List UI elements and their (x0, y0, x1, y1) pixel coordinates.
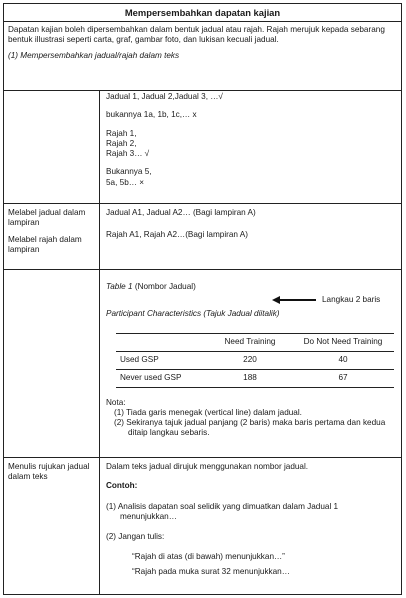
table-header-cell: Need Training (224, 336, 276, 346)
table-label (106, 282, 397, 292)
reference-rule: Dalam teks jadual dirujuk menggunakan nombor jadual. (106, 462, 309, 471)
intro-paragraph: Dapatan kajian boleh dipersembahkan dalam bentuk jadual atau rajah. Rajah merujuk kepada sebarang bentuk illustrasi seperti carta, graf, gambar foto, dan lukisan kecuali jadual. (8, 25, 385, 45)
appendix-figure-example: Rajah A1, Rajah A2…(Bagi lampiran A) (106, 230, 248, 240)
example-item: (1) Analisis dapatan soal selidik yang dimuatkan dalam Jadual 1 menunjukkan… (106, 501, 339, 521)
numbering-line: Jadual 1, Jadual 2,Jadual 3, …√ (106, 92, 223, 101)
table-subtitle: Participant Characteristics (Tajuk Jadual diitalik) (106, 309, 280, 319)
skip-lines-note (272, 295, 380, 305)
table-cell: 67 (338, 372, 348, 382)
section-heading: (1) Mempersembahkan jadual/rajah dalam teks (8, 50, 180, 60)
skip-lines-text: Langkau 2 baris (322, 295, 381, 304)
bad-example-quote: “Rajah pada muka surat 32 menunjukkan… (132, 566, 290, 576)
table-header-row (116, 333, 394, 351)
table-cell: Used GSP (120, 354, 159, 364)
appendix-table-example: Jadual A1, Jadual A2… (Bagi lampiran A) (106, 208, 256, 217)
row-appendix-right (100, 204, 401, 270)
numbering-line: Rajah 1, (106, 128, 137, 138)
row-text-reference-right (100, 458, 401, 595)
table-cell: 220 (243, 354, 257, 364)
table-row (116, 369, 394, 387)
text-reference-label: Menulis rujukan jadual dalam teks (8, 462, 90, 482)
numbering-line: Rajah 3… √ (106, 149, 150, 158)
sample-table (116, 333, 394, 388)
table-cell: Never used GSP (120, 372, 182, 382)
table-cell: 40 (338, 354, 348, 364)
row-text-reference (4, 457, 401, 595)
row-numbering (4, 90, 401, 204)
table-label-rest: (Nombor Jadual) (132, 282, 196, 291)
row-text-reference-left (4, 458, 100, 595)
label-figure-appendix: Melabel rajah dalam lampiran (8, 234, 82, 254)
numbering-line: bukannya 1a, 1b, 1c,… x (106, 110, 197, 120)
numbering-line: Bukannya 5, (106, 167, 152, 177)
row-numbering-right (100, 91, 401, 204)
label-table-appendix: Melabel jadual dalam lampiran (8, 208, 86, 228)
row-appendix-left (4, 204, 100, 270)
note-item: (1) Tiada garis menegak (vertical line) dalam jadual. (114, 407, 302, 417)
row-numbering-left (4, 91, 100, 204)
example-heading: Contoh: (106, 481, 138, 491)
row-appendix-labels (4, 203, 401, 270)
note-item: (2) Sekiranya tajuk jadual panjang (2 baris) maka baris pertama dan kedua ditaip langkau sebaris. (114, 418, 386, 438)
bad-example-quote: “Rajah di atas (di bawah) menunjukkan…” (132, 552, 285, 562)
table-header-cell (116, 333, 208, 351)
note-title: Nota: (106, 397, 126, 407)
row-table-format-left (4, 270, 100, 458)
example-item: (2) Jangan tulis: (106, 532, 165, 541)
numbering-line: Rajah 2, (106, 138, 137, 148)
table-header-cell: Do Not Need Training (303, 336, 383, 346)
table-row (116, 351, 394, 369)
table-label-italic: Table 1 (106, 282, 133, 291)
document-frame (3, 3, 402, 595)
table-cell: 188 (243, 372, 257, 382)
arrow-left-icon (272, 296, 316, 304)
numbering-line: 5a, 5b… × (106, 177, 145, 187)
row-table-format (4, 269, 401, 458)
page-title: Mempersembahkan dapatan kajian (4, 4, 401, 22)
